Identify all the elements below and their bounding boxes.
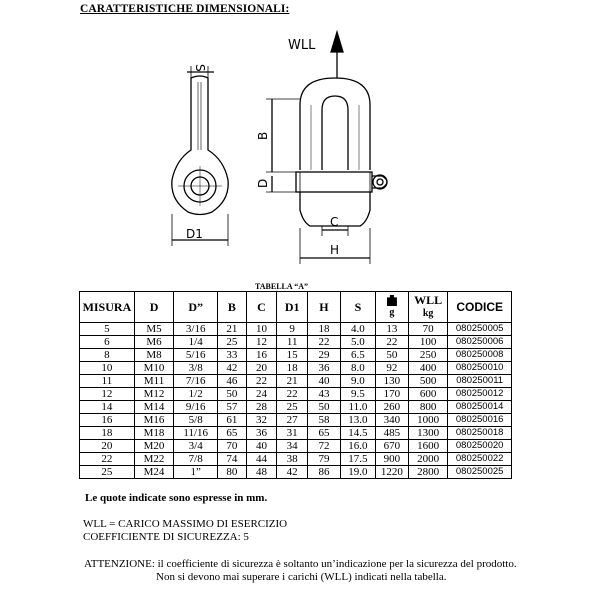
cell-d: M14 [134, 401, 173, 414]
cell-d: M12 [134, 388, 173, 401]
cell-c: 40 [246, 440, 277, 453]
cell-weight: 130 [375, 375, 408, 388]
table-row [80, 414, 512, 427]
label-h: H [330, 243, 340, 257]
cell-s: 6.5 [340, 349, 375, 362]
cell-c: 24 [246, 388, 277, 401]
table-row [80, 401, 512, 414]
cell-d-inch: 9/16 [174, 401, 218, 414]
cell-misura: 8 [80, 349, 135, 362]
cell-misura: 16 [80, 414, 135, 427]
cell-d: M22 [134, 453, 173, 466]
cell-b: 57 [218, 401, 247, 414]
wll-arrow-head [331, 32, 343, 52]
cell-codice: 080250025 [448, 466, 512, 479]
cell-c: 36 [246, 427, 277, 440]
cell-b: 25 [218, 336, 247, 349]
front-view-shackle-inner [322, 96, 348, 170]
cell-d-inch: 5/16 [174, 349, 218, 362]
cell-d: M8 [134, 349, 173, 362]
cell-misura: 12 [80, 388, 135, 401]
cell-misura: 18 [80, 427, 135, 440]
table-title: TABELLA “A” [255, 282, 308, 291]
cell-s: 13.0 [340, 414, 375, 427]
header-wll-unit: kg [422, 308, 434, 319]
cell-s: 9.5 [340, 388, 375, 401]
warning-line-1: ATTENZIONE: il coefficiente di sicurezza è soltanto un’indicazione per la sicurezza del prodotto. [84, 558, 517, 570]
cell-h: 22 [308, 336, 341, 349]
table-row [80, 466, 512, 479]
cell-misura: 10 [80, 362, 135, 375]
cell-wll: 500 [408, 375, 447, 388]
cell-wll: 600 [408, 388, 447, 401]
cell-b: 65 [218, 427, 247, 440]
cell-wll: 250 [408, 349, 447, 362]
cell-d: M20 [134, 440, 173, 453]
cell-wll: 100 [408, 336, 447, 349]
cell-b: 80 [218, 466, 247, 479]
page-heading: CARATTERISTICHE DIMENSIONALI: [80, 3, 290, 15]
cell-misura: 22 [80, 453, 135, 466]
label-wll: WLL [288, 38, 316, 53]
cell-d-inch: 7/16 [174, 375, 218, 388]
cell-s: 14.5 [340, 427, 375, 440]
cell-d: M18 [134, 427, 173, 440]
cell-weight: 92 [375, 362, 408, 375]
label-s: S [193, 64, 207, 72]
cell-h: 86 [308, 466, 341, 479]
cell-d-inch: 5/8 [174, 414, 218, 427]
header-c: C [246, 292, 277, 323]
cell-s: 16.0 [340, 440, 375, 453]
table-row [80, 375, 512, 388]
cell-c: 28 [246, 401, 277, 414]
cell-weight: 670 [375, 440, 408, 453]
table-row [80, 427, 512, 440]
cell-d-inch: 1” [174, 466, 218, 479]
cell-s: 4.0 [340, 323, 375, 336]
header-d1: D1 [277, 292, 308, 323]
cell-wll: 70 [408, 323, 447, 336]
cell-h: 36 [308, 362, 341, 375]
table-body [80, 323, 512, 479]
units-note: Le quote indicate sono espresse in mm. [85, 492, 268, 504]
cell-wll: 400 [408, 362, 447, 375]
cell-codice: 080250006 [448, 336, 512, 349]
cell-d1: 18 [277, 362, 308, 375]
cell-d: M24 [134, 466, 173, 479]
cell-c: 12 [246, 336, 277, 349]
cell-d1: 38 [277, 453, 308, 466]
cell-b: 70 [218, 440, 247, 453]
cell-h: 79 [308, 453, 341, 466]
cell-wll: 1600 [408, 440, 447, 453]
cell-c: 22 [246, 375, 277, 388]
label-d: D [256, 178, 270, 188]
cell-misura: 14 [80, 401, 135, 414]
cell-b: 50 [218, 388, 247, 401]
header-misura: MISURA [80, 292, 135, 323]
cell-d: M6 [134, 336, 173, 349]
front-view-pin [296, 172, 372, 192]
header-wll [408, 292, 447, 323]
cell-h: 50 [308, 401, 341, 414]
header-s: S [340, 292, 375, 323]
cell-s: 17.5 [340, 453, 375, 466]
cell-codice: 080250010 [448, 362, 512, 375]
table-header-row [80, 292, 512, 323]
cell-b: 21 [218, 323, 247, 336]
cell-c: 48 [246, 466, 277, 479]
table-row [80, 440, 512, 453]
cell-d-inch: 3/16 [174, 323, 218, 336]
label-c: C [330, 215, 339, 229]
cell-weight: 340 [375, 414, 408, 427]
cell-d1: 34 [277, 440, 308, 453]
cell-wll: 1000 [408, 414, 447, 427]
cell-s: 19.0 [340, 466, 375, 479]
cell-weight: 50 [375, 349, 408, 362]
header-weight-unit: g [389, 307, 395, 318]
front-view-pin-eye [373, 175, 387, 189]
cell-weight: 22 [375, 336, 408, 349]
header-codice: CODICE [448, 292, 512, 323]
cell-h: 58 [308, 414, 341, 427]
dimensions-table [79, 291, 512, 479]
cell-b: 46 [218, 375, 247, 388]
cell-s: 11.0 [340, 401, 375, 414]
table-row [80, 362, 512, 375]
shackle-technical-drawing [0, 0, 600, 285]
table-row [80, 453, 512, 466]
cell-b: 74 [218, 453, 247, 466]
table-row [80, 388, 512, 401]
header-d-inch: D” [174, 292, 218, 323]
weight-icon [387, 295, 397, 306]
warning-note [84, 558, 517, 584]
cell-weight: 900 [375, 453, 408, 466]
header-d: D [134, 292, 173, 323]
cell-codice: 080250016 [448, 414, 512, 427]
cell-d1: 9 [277, 323, 308, 336]
header-wll-label: WLL [414, 293, 443, 307]
cell-s: 9.0 [340, 375, 375, 388]
cell-misura: 25 [80, 466, 135, 479]
cell-weight: 260 [375, 401, 408, 414]
cell-d1: 25 [277, 401, 308, 414]
warning-line-2: Non si devono mai superare i carichi (WLL) indicati nella tabella. [156, 571, 447, 583]
cell-h: 65 [308, 427, 341, 440]
cell-misura: 11 [80, 375, 135, 388]
cell-d-inch: 3/8 [174, 362, 218, 375]
cell-d: M16 [134, 414, 173, 427]
cell-wll: 2000 [408, 453, 447, 466]
cell-weight: 485 [375, 427, 408, 440]
table-row [80, 323, 512, 336]
cell-d: M5 [134, 323, 173, 336]
cell-c: 20 [246, 362, 277, 375]
label-b: B [256, 131, 270, 140]
cell-d1: 31 [277, 427, 308, 440]
cell-c: 44 [246, 453, 277, 466]
cell-d-inch: 1/4 [174, 336, 218, 349]
legend-safety-factor: COEFFICIENTE DI SICUREZZA: 5 [83, 531, 249, 543]
cell-codice: 080250022 [448, 453, 512, 466]
cell-d: M11 [134, 375, 173, 388]
header-h: H [308, 292, 341, 323]
cell-weight: 13 [375, 323, 408, 336]
cell-c: 32 [246, 414, 277, 427]
header-weight [375, 292, 408, 323]
cell-d1: 11 [277, 336, 308, 349]
cell-codice: 080250011 [448, 375, 512, 388]
cell-d1: 42 [277, 466, 308, 479]
table-row [80, 349, 512, 362]
cell-d1: 15 [277, 349, 308, 362]
cell-h: 72 [308, 440, 341, 453]
cell-d-inch: 3/4 [174, 440, 218, 453]
cell-weight: 1220 [375, 466, 408, 479]
cell-h: 43 [308, 388, 341, 401]
cell-codice: 080250008 [448, 349, 512, 362]
cell-d1: 21 [277, 375, 308, 388]
cell-codice: 080250018 [448, 427, 512, 440]
legend [83, 518, 287, 544]
cell-s: 5.0 [340, 336, 375, 349]
front-view-shackle-outer [300, 78, 370, 170]
cell-c: 10 [246, 323, 277, 336]
cell-b: 42 [218, 362, 247, 375]
cell-h: 29 [308, 349, 341, 362]
cell-h: 18 [308, 323, 341, 336]
cell-c: 16 [246, 349, 277, 362]
cell-codice: 080250012 [448, 388, 512, 401]
cell-misura: 20 [80, 440, 135, 453]
legend-wll: WLL = CARICO MASSIMO DI ESERCIZIO [83, 518, 288, 530]
cell-b: 33 [218, 349, 247, 362]
cell-d: M10 [134, 362, 173, 375]
table-row [80, 336, 512, 349]
cell-wll: 800 [408, 401, 447, 414]
cell-d-inch: 7/8 [174, 453, 218, 466]
header-b: B [218, 292, 247, 323]
label-d1: D1 [186, 227, 203, 241]
cell-d-inch: 11/16 [174, 427, 218, 440]
cell-d-inch: 1/2 [174, 388, 218, 401]
cell-misura: 6 [80, 336, 135, 349]
cell-codice: 080250005 [448, 323, 512, 336]
cell-b: 61 [218, 414, 247, 427]
cell-weight: 170 [375, 388, 408, 401]
cell-wll: 2800 [408, 466, 447, 479]
cell-wll: 1300 [408, 427, 447, 440]
cell-d1: 27 [277, 414, 308, 427]
cell-codice: 080250020 [448, 440, 512, 453]
cell-h: 40 [308, 375, 341, 388]
cell-misura: 5 [80, 323, 135, 336]
cell-codice: 080250014 [448, 401, 512, 414]
cell-s: 8.0 [340, 362, 375, 375]
cell-d1: 22 [277, 388, 308, 401]
